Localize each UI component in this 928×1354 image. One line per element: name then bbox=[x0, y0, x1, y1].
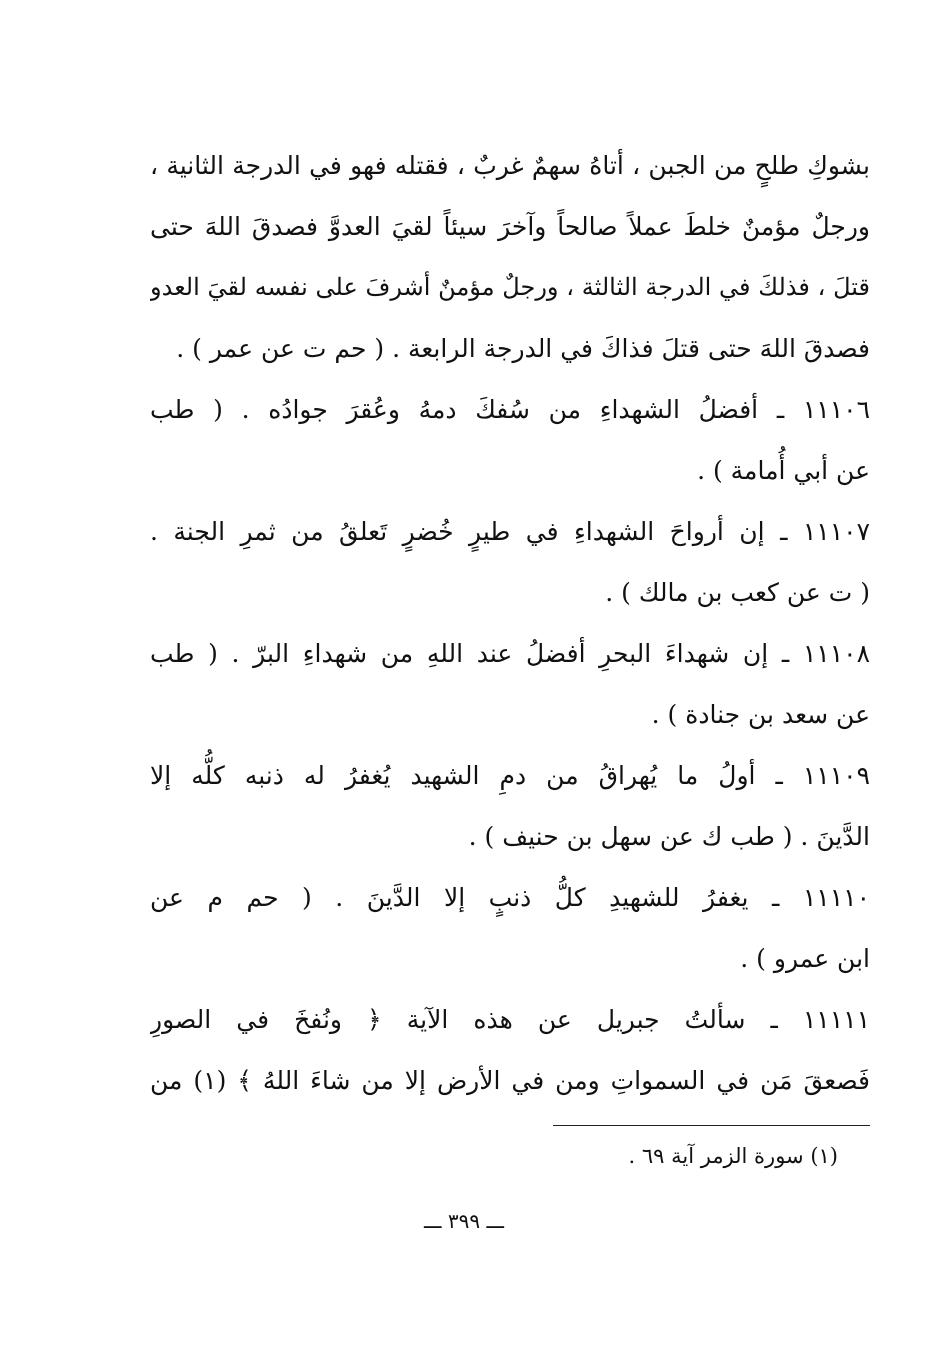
text-line: فصدقَ اللهَ حتى قتلَ فذاكَ في الدرجة الرابعة . ( حم ت عن عمر ) . bbox=[176, 334, 870, 363]
hadith-11109-source: الدَّينَ . ( طب ك عن سهل بن حنيف ) . bbox=[468, 822, 870, 851]
footnote-divider bbox=[553, 1125, 870, 1126]
hadith-11107-line: ١١١٠٧ ـ إن أرواحَ الشهداءِ في طيرٍ خُضرٍ تَعلقُ من ثمرِ الجنة . bbox=[150, 517, 870, 546]
document-body bbox=[150, 135, 870, 1111]
page-number: ـــ ٣٩٩ ـــ bbox=[423, 1209, 505, 1233]
text-line: قتلَ ، فذلكَ في الدرجة الثالثة ، ورجلٌ مؤمنٌ أشرفَ على نفسه لقيَ العدو bbox=[150, 273, 870, 301]
hadith-11108-line: ١١١٠٨ ـ إن شهداءَ البحرِ أفضلُ عند اللهِ من شهداءِ البرّ . ( طب bbox=[150, 639, 870, 668]
hadith-11110-line: ١١١١٠ ـ يغفرُ للشهيدِ كلُّ ذنبٍ إلا الدَّينَ . ( حم م عن bbox=[150, 883, 870, 912]
hadith-11108-source: عن سعد بن جنادة ) . bbox=[651, 700, 870, 729]
hadith-11106-source: عن أبي أُمامة ) . bbox=[697, 456, 870, 485]
hadith-11110-source: ابن عمرو ) . bbox=[740, 944, 870, 973]
hadith-11109-line: ١١١٠٩ ـ أولُ ما يُهراقُ من دمِ الشهيد يُغفرُ له ذنبه كلُّه إلا bbox=[150, 761, 870, 790]
hadith-11107-source: ( ت عن كعب بن مالك ) . bbox=[605, 578, 870, 607]
hadith-11106-line: ١١١٠٦ ـ أفضلُ الشهداءِ من سُفكَ دمهُ وعُقرَ جوادُه . ( طب bbox=[150, 395, 870, 424]
text-line: ورجلٌ مؤمنٌ خلطَ عملاً صالحاً وآخرَ سيئاً لقيَ العدوَّ فصدقَ اللهَ حتى bbox=[150, 212, 870, 241]
footnote: (١) سورة الزمر آية ٦٩ . bbox=[628, 1144, 838, 1168]
text-line: بشوكِ طلحٍ من الجبن ، أتاهُ سهمٌ غربٌ ، فقتله فهو في الدرجة الثانية ، bbox=[150, 151, 870, 180]
hadith-11111-line: ١١١١١ ـ سألتُ جبريل عن هذه الآية ﴿ ونُفخَ في الصورِ bbox=[150, 1005, 870, 1034]
hadith-11111-line: فَصعقَ مَن في السمواتِ ومن في الأرض إلا من شاءَ اللهُ ﴾ (١) من bbox=[150, 1066, 870, 1095]
